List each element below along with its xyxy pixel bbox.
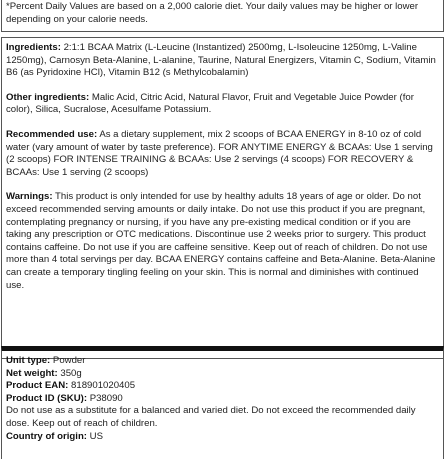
other-ingredients-label: Other ingredients: xyxy=(6,91,90,103)
product-ean-row xyxy=(6,380,439,393)
other-ingredients-text: Malic Acid, Citric Acid, Natural Flavor, Fruit and Vegetable Juice Powder (for color), Silica, Sucralose, Acesulfame Potassium. xyxy=(6,91,414,116)
net-weight-row xyxy=(6,368,439,381)
other-ingredients-section xyxy=(6,92,439,117)
net-weight-label: Net weight: xyxy=(6,367,58,379)
ingredients-label: Ingredients: xyxy=(6,42,61,53)
daily-value-disclaimer-box xyxy=(1,0,444,32)
unit-type-value: Powder xyxy=(52,355,86,366)
product-sku-row xyxy=(6,393,439,406)
diet-note: Do not use as a substitute for a balanced and varied diet. Do not exceed the recommended daily dose. Keep out of reach of children. xyxy=(6,405,416,429)
warnings-label: Warnings: xyxy=(6,191,53,203)
product-ean-label: Product EAN: xyxy=(6,380,69,392)
product-details-box xyxy=(1,346,444,459)
ingredients-text: 2:1:1 BCAA Matrix (L-Leucine (Instantized) 2500mg, L-Isoleucine 1250mg, L-Valine 1250mg), Carnosyn Beta-Alanine, L-alanine, Taurine, Natural Energizers, Vitamin C, Sodium, Vitamin B6 (as Pyridoxine HCl), Vitamin B12 (s Methylcobalamin) xyxy=(6,42,436,79)
net-weight-value: 350g xyxy=(60,367,82,379)
country-of-origin-row xyxy=(6,431,439,444)
product-sku-value: P38090 xyxy=(89,392,123,404)
recommended-use-section xyxy=(6,129,439,179)
ingredients-section xyxy=(6,42,439,80)
recommended-use-text: As a dietary supplement, mix 2 scoops of BCAA ENERGY in 8-10 oz of cold water (vary amount of water by taste preference). FOR ANYTIME ENERGY & BCAAs: Use 1 serving (2 scoops) FOR INTENSE TRAINING & BCAAs: Use 2 servings (4 scoops) FOR RECOVERY & BCAAs: Use 1 serving (2 scoops) xyxy=(6,128,433,178)
product-ean-value: 818901020405 xyxy=(71,380,136,392)
country-of-origin-value: US xyxy=(89,430,103,442)
warnings-text: This product is only intended for use by healthy adults 18 years of age or older. Do not exceed recommended serving amounts or daily intake. Do not use this product if you are pregnant, contemplating pregnancy or nursing, if you have any pre-existing medical condition or if you are taking any prescription or OTC medications. Discontinue use 2 weeks prior to surgery. This product contains caffeine. Do not use if you are caffeine sensitive. Keep out of reach of children. Do not use more than 4 total servings per day. BCAA ENERGY contains caffeine and Beta-Alanine. Beta-Alanine can create a temporary tingling feeling on your skin. This is normal and diminishes with continued use. xyxy=(6,191,436,291)
product-sku-label: Product ID (SKU): xyxy=(6,392,88,404)
warnings-section xyxy=(6,191,439,292)
unit-type-row xyxy=(6,355,439,368)
country-of-origin-label: Country of origin: xyxy=(6,430,87,442)
unit-type-label: Unit type: xyxy=(6,355,51,366)
recommended-use-label: Recommended use: xyxy=(6,128,98,140)
product-information-box xyxy=(1,37,444,359)
daily-value-disclaimer: *Percent Daily Values are based on a 2,000 calorie diet. Your daily values may be higher or lower depending on your calorie needs. xyxy=(6,1,419,25)
